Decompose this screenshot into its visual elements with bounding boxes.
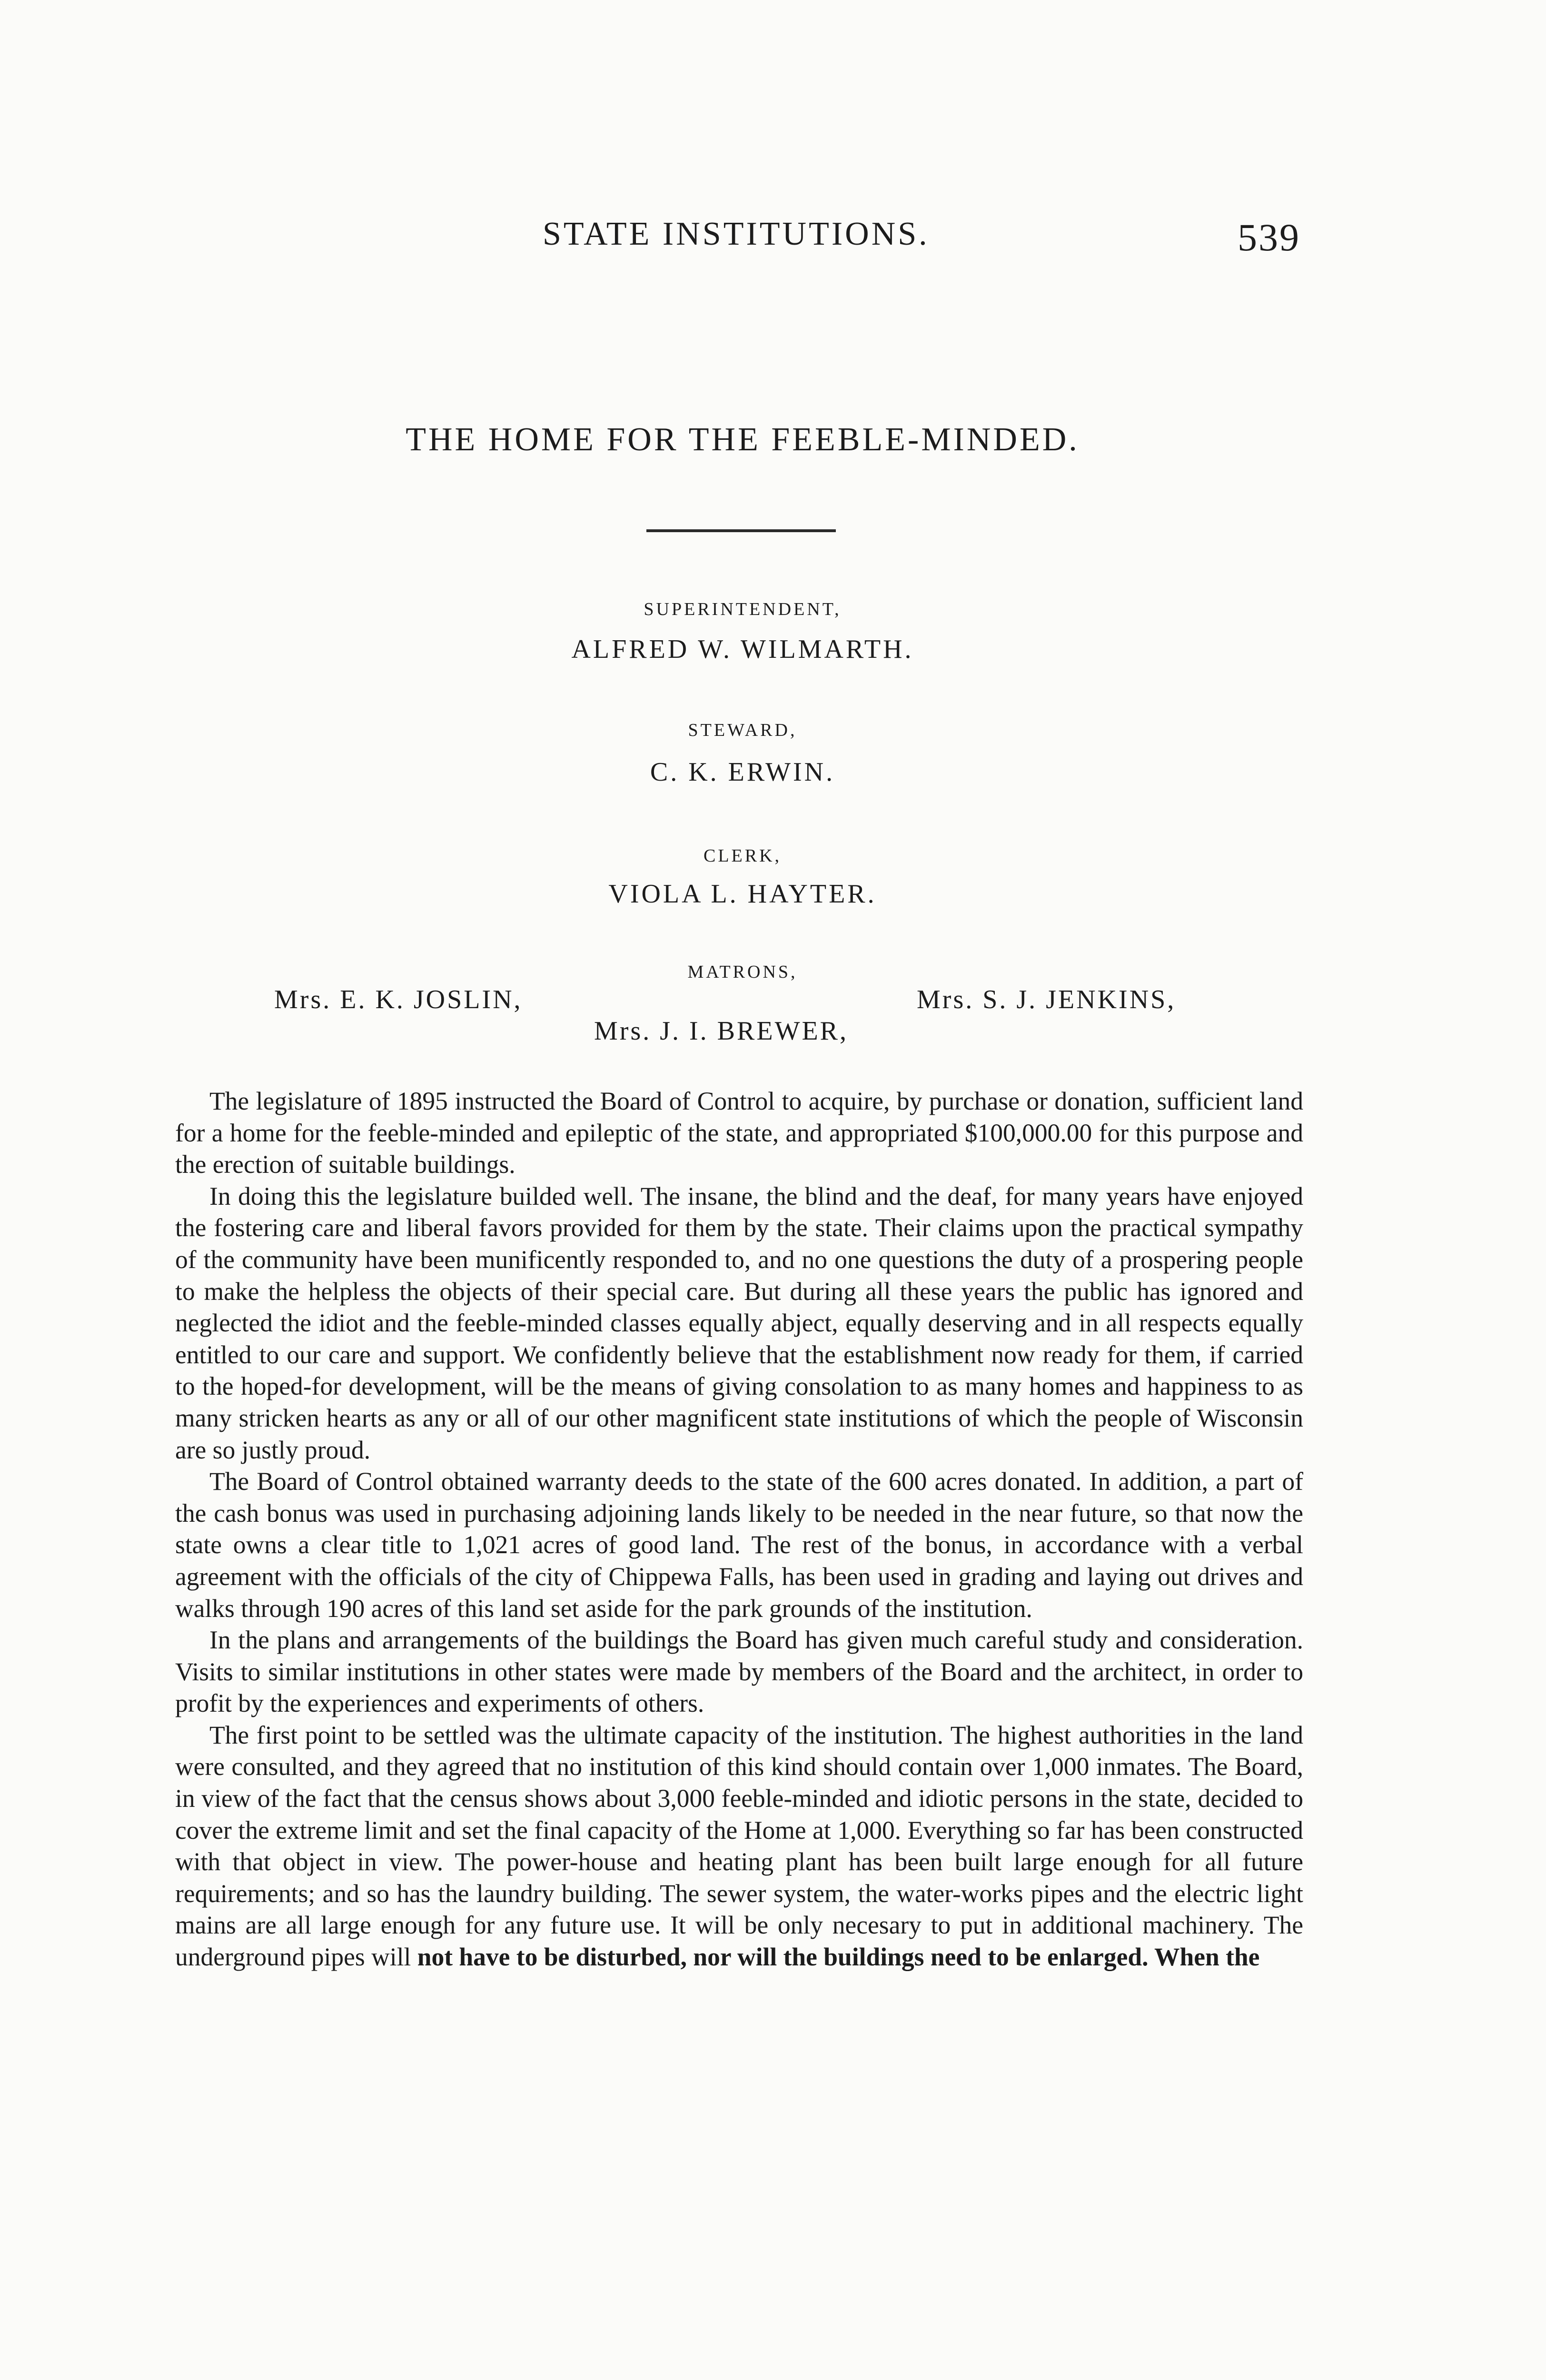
title-rule: [646, 529, 836, 532]
paragraph: In the plans and arrangements of the buildings the Board has given much careful study and consideration. Visits to similar institutions in other states were made by members of the Board and the architect, in order to profit by the experiences and experiments of others.: [175, 1626, 1303, 1718]
running-head: STATE INSTITUTIONS.: [543, 216, 930, 252]
body-text: [175, 1085, 1303, 1973]
matron-center: Mrs. J. I. BREWER,: [594, 1016, 848, 1046]
matron-left: Mrs. E. K. JOSLIN,: [274, 985, 523, 1014]
section-title: THE HOME FOR THE FEEBLE-MINDED.: [406, 421, 1080, 458]
matrons-role: MATRONS,: [687, 962, 798, 982]
page-number: 539: [1238, 216, 1300, 259]
clerk-role: CLERK,: [703, 846, 782, 866]
paragraph: In doing this the legislature builded well. The insane, the blind and the deaf, for many years have enjoyed the fostering care and liberal favors provided for them by the state. Their claims upon the practical sympathy of the community have been munificently responded to, and no one questions the duty of a prospering people to make the helpless the objects of their special care. But during all these years the public has ignored and neglected the idiot and the feeble-minded classes equally abject, equally deserving and in all respects equally entitled to our care and support. We confidently believe that the establishment now ready for them, if carried to the hoped-for development, will be the means of giving consolation to as many homes and happiness to as many stricken hearts as any or all of our other magnificent state institutions of which the people of Wisconsin are so justly proud.: [175, 1181, 1303, 1464]
paragraph-last-bold-text: not have to be disturbed, nor will the buildings need to be enlarged. When the: [417, 1943, 1260, 1972]
superintendent-name: ALFRED W. WILMARTH.: [571, 635, 914, 664]
paragraph: The Board of Control obtained warranty deeds to the state of the 600 acres donated. In addition, a part of the cash bonus was used in purchasing adjoining lands likely to be needed in the near future, so that now the state owns a clear title to 1,021 acres of good land. The rest of the bonus, in accordance with a verbal agreement with the officials of the city of Chippewa Falls, has been used in grading and laying out drives and walks through 190 acres of this land set aside for the park grounds of the institution.: [175, 1467, 1303, 1623]
steward-name: C. K. ERWIN.: [650, 757, 835, 787]
paragraph: The legislature of 1895 instructed the Board of Control to acquire, by purchase or donation, sufficient land for a home for the feeble-minded and epileptic of the state, and appropriated $100,000.00 for this purpose and the erection of suitable buildings.: [175, 1087, 1303, 1179]
steward-role: STEWARD,: [688, 720, 797, 740]
paragraph-last-text: The first point to be settled was the ultimate capacity of the institution. The highest authorities in the land were consulted, and they agreed that no institution of this kind should contain over 1,000 inmates. The Board, in view of the fact that the census shows about 3,000 feeble-minded and idiotic persons in the state, decided to cover the extreme limit and set the final capacity of the Home at 1,000. Everything so far has been constructed with that object in view. The power-house and heating plant has been built large enough for all future requirements; and so has the laundry building. The sewer system, the water-works pipes and the electric light mains are all large enough for any future use. It will be only necesary to put in additional machinery. The underground pipes will: [175, 1720, 1303, 1972]
superintendent-role: SUPERINTENDENT,: [644, 599, 842, 619]
paragraph-last: [175, 1719, 1303, 1973]
matron-right: Mrs. S. J. JENKINS,: [917, 985, 1176, 1014]
clerk-name: VIOLA L. HAYTER.: [608, 879, 877, 909]
